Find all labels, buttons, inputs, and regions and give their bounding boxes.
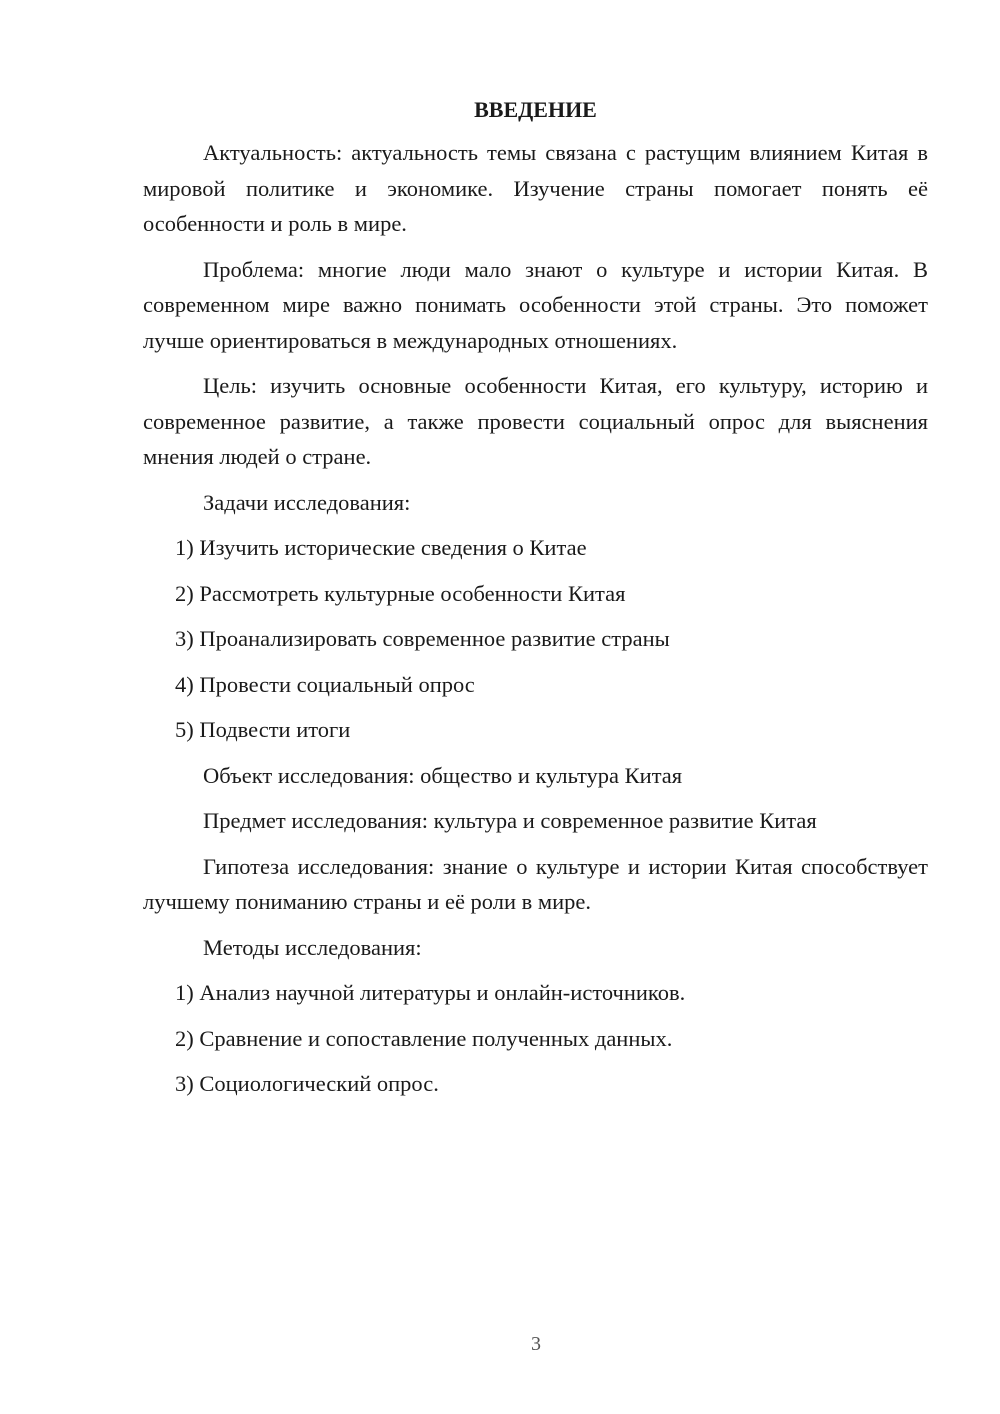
methods-heading: Методы исследования: [203, 934, 422, 960]
tasks-heading: Задачи исследования: [203, 489, 411, 515]
problem-paragraph: Проблема: многие люди мало знают о культуре и истории Китая. В современном мире важно понимать особенности этой страны. Это поможет лучше ориентироваться в международных отношениях. [143, 256, 928, 353]
list-item: 1) Анализ научной литературы и онлайн-источников. [175, 980, 686, 1005]
object-paragraph: Объект исследования: общество и культура Китая [203, 762, 683, 788]
list-item: 2) Рассмотреть культурные особенности Китая [175, 580, 626, 606]
list-item: 2) Сравнение и сопоставление полученных данных. [175, 1025, 673, 1051]
page-number: 3 [531, 1333, 541, 1355]
page-title: ВВЕДЕНИЕ [474, 97, 597, 122]
tasks-list [143, 530, 928, 748]
list-item: 3) Социологический опрос. [175, 1071, 439, 1096]
list-item: 5) Подвести итоги [175, 717, 351, 742]
document-page [143, 95, 928, 1112]
goal-paragraph: Цель: изучить основные особенности Китая, его культуру, историю и современное развитие, а также провести социальный опрос для выяснения мнения людей о стране. [143, 373, 928, 469]
list-item: 1) Изучить исторические сведения о Китае [175, 535, 587, 560]
relevance-paragraph: Актуальность: актуальность темы связана с растущим влиянием Китая в мировой политике и экономике. Изучение страны помогает понять её особенности и роль в мире. [143, 140, 928, 236]
subject-paragraph: Предмет исследования: культура и современное развитие Китая [203, 808, 817, 833]
list-item: 3) Проанализировать современное развитие страны [175, 626, 670, 651]
methods-list [143, 975, 928, 1102]
hypothesis-paragraph: Гипотеза исследования: знание о культуре и истории Китая способствует лучшему пониманию страны и её роли в мире. [143, 853, 928, 914]
list-item: 4) Провести социальный опрос [175, 671, 475, 697]
